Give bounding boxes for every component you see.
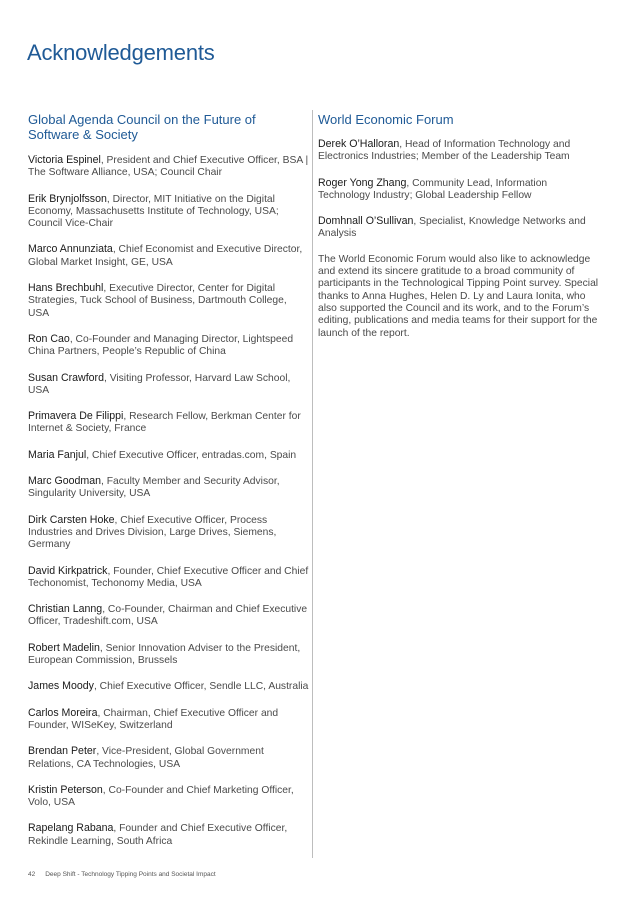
member-role: , Chief Executive Officer, Sendle LLC, Australia: [93, 681, 309, 693]
member-entry: [28, 193, 310, 231]
member-name: Domhnall O’Sullivan: [318, 215, 414, 228]
document-title: Deep Shift - Technology Tipping Points and Societal Impact: [45, 871, 216, 878]
member-name: Kristin Peterson: [28, 783, 103, 796]
forum-column: [318, 112, 600, 340]
member-name: James Moody: [28, 680, 94, 693]
member-role: , Specialist, Knowledge Networks and Analysis: [318, 216, 586, 240]
council-member-list: [28, 154, 310, 848]
member-role: , Co-Founder and Managing Director, Lightspeed China Partners, People’s Republic of China: [28, 333, 294, 358]
member-name: Ron Cao: [28, 332, 70, 345]
member-name: Dirk Carsten Hoke: [28, 513, 115, 526]
member-role: , Visiting Professor, Harvard Law School, USA: [28, 372, 291, 396]
member-name: Brendan Peter: [28, 745, 97, 758]
page-number: 42: [28, 871, 36, 878]
member-role: , Vice-President, Global Government Relations, CA Technologies, USA: [28, 746, 264, 770]
member-role: , Executive Director, Center for Digital Strategies, Tuck School of Business, Dartmouth College, USA: [28, 283, 287, 319]
member-role: , Head of Information Technology and Electronics Industries; Member of the Leadership Team: [318, 139, 571, 163]
page-footer: [28, 871, 216, 878]
member-entry: [28, 642, 310, 668]
member-entry: [28, 514, 310, 552]
page-title: Acknowledgements: [27, 40, 215, 65]
member-entry: [28, 565, 310, 591]
member-entry: [28, 154, 310, 180]
member-name: Erik Brynjolfsson: [28, 192, 107, 205]
member-role: , Faculty Member and Security Advisor, Singularity University, USA: [28, 476, 280, 500]
member-name: David Kirkpatrick: [28, 564, 108, 577]
member-entry: [28, 449, 310, 462]
member-role: , Co-Founder, Chairman and Chief Executive Officer, Tradeshift.com, USA: [28, 604, 308, 628]
council-column: [28, 112, 310, 861]
member-entry: [318, 215, 600, 241]
member-name: Maria Fanjul: [28, 448, 87, 461]
member-role: , Co-Founder and Chief Marketing Officer, Volo, USA: [28, 784, 294, 809]
member-role: , Chief Executive Officer, entradas.com, Spain: [86, 449, 297, 461]
member-name: Hans Brechbuhl: [28, 282, 104, 295]
member-role: , President and Chief Executive Officer, BSA | The Software Alliance, USA; Council Chair: [28, 155, 309, 179]
member-name: Roger Yong Zhang: [318, 176, 407, 189]
member-role: , Research Fellow, Berkman Center for Internet & Society, France: [28, 411, 301, 435]
member-name: Carlos Moreira: [28, 706, 98, 719]
column-divider: [312, 110, 313, 858]
member-entry: [28, 333, 310, 359]
member-entry: [28, 282, 310, 320]
member-entry: [28, 603, 310, 629]
member-entry: [28, 784, 310, 810]
acknowledgement-note: The World Economic Forum would also like to acknowledge and extend its sincere gratitude to a broad community of participants in the Technological Tipping Point survey. Special thanks to Anna Hughes, Helen D. Ly and Laura Ionita, who also supported the Council and its work, and to the Forum’s editing, publications and media teams for their support for the launch of the report.: [318, 253, 599, 339]
member-role: , Senior Innovation Adviser to the President, European Commission, Brussels: [28, 642, 301, 667]
member-entry: [28, 745, 310, 771]
member-name: Susan Crawford: [28, 371, 104, 384]
member-role: , Founder, Chief Executive Officer and Chief Techonomist, Techonomy Media, USA: [28, 565, 309, 589]
member-role: , Community Lead, Information Technology Industry; Global Leadership Fellow: [318, 177, 548, 201]
member-entry: [28, 410, 310, 436]
member-name: Rapelang Rabana: [28, 822, 114, 835]
forum-member-list: [318, 138, 600, 241]
member-name: Marco Annunziata: [28, 243, 113, 256]
member-name: Primavera De Filippi: [28, 410, 124, 423]
member-entry: [28, 372, 310, 398]
member-role: , Chairman, Chief Executive Officer and Founder, WISeKey, Switzerland: [28, 707, 279, 731]
member-entry: [28, 243, 310, 269]
member-name: Marc Goodman: [28, 475, 102, 488]
member-entry: [318, 138, 600, 164]
member-name: Robert Madelin: [28, 641, 100, 654]
member-entry: [28, 680, 310, 693]
member-role: , Director, MIT Initiative on the Digital Economy, Massachusetts Institute of Technology, USA; Council Vice-Chair: [28, 193, 279, 230]
member-entry: [28, 822, 310, 848]
forum-heading: World Economic Forum: [318, 112, 454, 127]
member-entry: [318, 177, 600, 203]
member-entry: [28, 475, 310, 501]
member-entry: [28, 707, 310, 733]
member-role: , Chief Executive Officer, Process Industries and Drives Division, Large Drives, Siemens, Germany: [28, 514, 277, 551]
member-role: , Founder and Chief Executive Officer, Rekindle Learning, South Africa: [28, 823, 288, 847]
member-role: , Chief Economist and Executive Director, Global Market Insight, GE, USA: [28, 244, 303, 268]
member-name: Derek O’Halloran: [318, 138, 400, 150]
council-heading: Global Agenda Council on the Future of Software & Society: [28, 112, 256, 142]
member-name: Christian Lanng: [28, 603, 103, 616]
member-name: Victoria Espinel: [28, 154, 101, 166]
